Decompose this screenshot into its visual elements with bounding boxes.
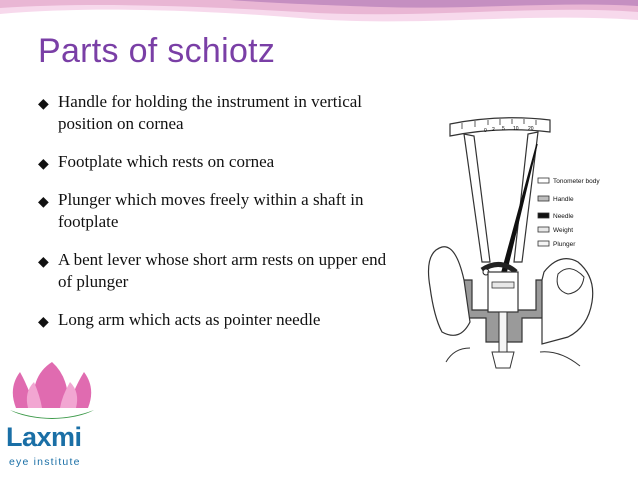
diamond-bullet-icon: ◆ — [38, 195, 49, 210]
bullet-list — [38, 91, 393, 331]
lotus-icon — [0, 358, 104, 422]
bullet-item — [38, 91, 393, 135]
legend-swatch — [538, 213, 549, 218]
scale-tick-label: 2 — [492, 127, 495, 133]
bullet-text: Plunger which moves freely within a shaft in footplate — [58, 190, 364, 231]
scale-tick-label: 5 — [502, 126, 505, 132]
legend-label: Plunger — [553, 241, 576, 248]
diamond-bullet-icon: ◆ — [38, 97, 49, 112]
bullet-text: Handle for holding the instrument in vertical position on cornea — [58, 92, 363, 133]
bullet-item — [38, 151, 393, 173]
laxmi-logo — [0, 358, 104, 479]
logo-tagline: eye institute — [9, 456, 81, 468]
slide-title: Parts of schiotz — [38, 32, 276, 70]
legend-label: Needle — [553, 213, 574, 220]
scale-tick-label: 0 — [484, 128, 487, 134]
legend-label: Weight — [553, 227, 574, 234]
bullet-item — [38, 309, 393, 331]
legend-swatch — [538, 241, 549, 246]
legend-swatch — [538, 227, 549, 232]
footplate — [492, 352, 514, 368]
logo-name: Laxmi — [6, 422, 82, 452]
diamond-bullet-icon: ◆ — [38, 255, 49, 270]
bullet-item — [38, 189, 393, 233]
bullet-item — [38, 249, 393, 293]
bullet-text: Long arm which acts as pointer needle — [58, 310, 321, 329]
scale-tick-label: 10 — [513, 126, 519, 132]
bullet-text: Footplate which rests on cornea — [58, 152, 275, 171]
scale-tick-label: 20 — [528, 126, 534, 132]
diamond-bullet-icon: ◆ — [38, 157, 49, 172]
tonometer-column — [488, 272, 518, 312]
bullet-text: A bent lever whose short arm rests on upper end of plunger — [58, 250, 387, 291]
diamond-bullet-icon: ◆ — [38, 315, 49, 330]
legend-swatch — [538, 178, 549, 183]
legend-label: Tonometer body — [553, 178, 600, 185]
schiotz-tonometer-diagram — [420, 112, 616, 380]
legend-label: Handle — [553, 196, 574, 203]
legend-swatch — [538, 196, 549, 201]
weight — [492, 282, 514, 288]
